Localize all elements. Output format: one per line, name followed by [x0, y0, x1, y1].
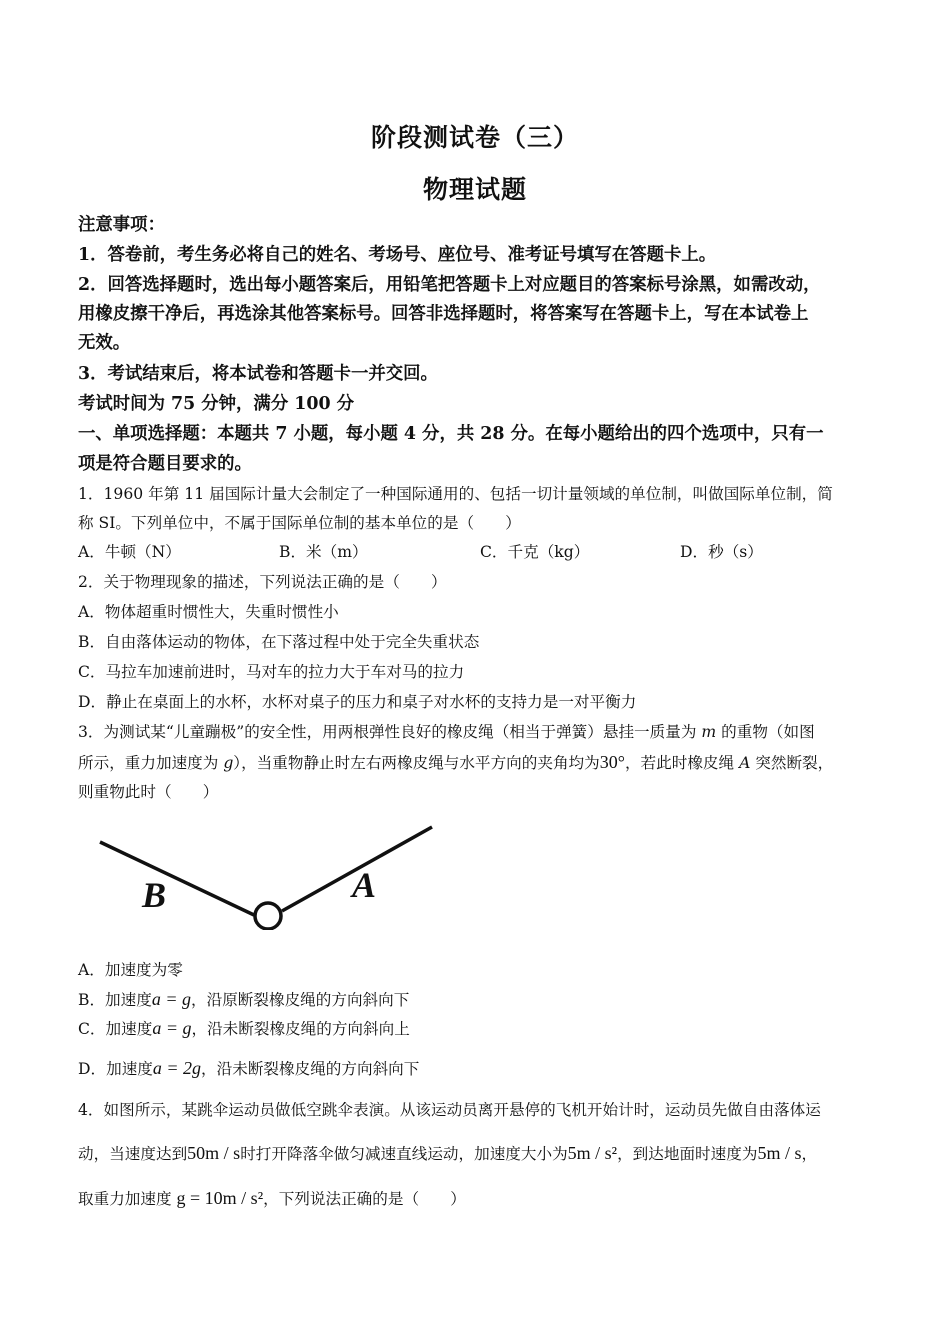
- q3-option-c-formula: a = g: [152, 1018, 192, 1038]
- q3-stem-line-2: 所示，重力加速度为 g），当重物静止时左右两橡皮绳与水平方向的夹角均为30°，若此时橡皮绳 A 突然断裂，: [78, 752, 834, 772]
- speed-5: 5m / s: [757, 1143, 802, 1163]
- note-1: 1．答卷前，考生务必将自己的姓名、考场号、座位号、准考证号填写在答题卡上。: [78, 245, 717, 265]
- notes-heading: 注意事项：: [78, 215, 165, 235]
- exam-time: 考试时间为 75 分钟，满分 100 分: [78, 394, 355, 414]
- q2-option-a: A．物体超重时惯性大，失重时惯性小: [78, 603, 339, 621]
- q2-stem: 2．关于物理现象的描述，下列说法正确的是（ ）: [78, 573, 447, 591]
- rope-b-line: [100, 842, 254, 915]
- q3-option-d: D．加速度a = 2g，沿未断裂橡皮绳的方向斜向下: [78, 1058, 420, 1078]
- section-1-line-2: 项是符合题目要求的。: [78, 454, 252, 474]
- bungee-rope-diagram: [90, 815, 450, 930]
- mass-symbol: m: [701, 723, 717, 741]
- gravity-value: g = 10m / s²: [176, 1188, 264, 1208]
- page-title: 阶段测试卷（三）: [370, 123, 579, 152]
- deceleration-value: 5m / s²: [567, 1143, 618, 1163]
- note-2-line-2: 用橡皮擦干净后，再选涂其他答案标号。回答非选择题时，将答案写在答题卡上，写在本试卷上: [78, 304, 809, 324]
- label-a: A: [352, 865, 377, 905]
- q2-option-d: D．静止在桌面上的水杯，水杯对桌子的压力和桌子对水杯的支持力是一对平衡力: [78, 693, 637, 711]
- q3-option-b-formula: a = g: [151, 989, 191, 1009]
- angle-value: 30°: [599, 752, 625, 772]
- q2-option-c: C．马拉车加速前进时，马对车的拉力大于车对马的拉力: [78, 663, 465, 681]
- q4-stem-line-1: 4．如图所示，某跳伞运动员做低空跳伞表演。从该运动员离开悬停的飞机开始计时，运动员先做自由落体运: [78, 1101, 821, 1119]
- section-1-line-1: 一、单项选择题：本题共 7 小题，每小题 4 分，共 28 分。在每小题给出的四个选项中，只有一: [78, 424, 824, 444]
- q1-option-c: C．千克（kg）: [480, 543, 590, 561]
- note-2-line-3: 无效。: [78, 333, 131, 353]
- q3-stem-line-1: 3．为测试某“儿童蹦极”的安全性，用两根弹性良好的橡皮绳（相当于弹簧）悬挂一质量为 m 的重物（如图: [78, 723, 815, 741]
- note-3: 3．考试结束后，将本试卷和答题卡一并交回。: [78, 364, 438, 384]
- page-subtitle: 物理试题: [422, 175, 527, 204]
- q3-option-d-formula: a = 2g: [152, 1058, 202, 1078]
- speed-50: 50m / s: [187, 1143, 241, 1163]
- q3-option-c: C．加速度a = g，沿未断裂橡皮绳的方向斜向上: [78, 1018, 410, 1038]
- note-2-line-1: 2．回答选择题时，选出每小题答案后，用铅笔把答题卡上对应题目的答案标号涂黑，如需改动，: [78, 275, 821, 295]
- q1-stem-line-2: 称 SI。下列单位中，不属于国际单位制的基本单位的是（ ）: [78, 514, 521, 532]
- q3-option-a: A．加速度为零: [78, 961, 183, 979]
- label-b: B: [142, 875, 167, 915]
- q1-option-d: D．秒（s）: [680, 543, 763, 561]
- q4-stem-line-3: 取重力加速度 g = 10m / s²，下列说法正确的是（ ）: [78, 1188, 466, 1208]
- q2-option-b: B．自由落体运动的物体，在下落过程中处于完全失重状态: [78, 633, 480, 651]
- q1-option-a: A．牛顿（N）: [78, 543, 181, 561]
- q1-stem-line-1: 1．1960 年第 11 届国际计量大会制定了一种国际通用的、包括一切计量领域的单位制，叫做国际单位制，简: [78, 485, 833, 503]
- q4-stem-line-2: 动，当速度达到50m / s时打开降落伞做匀减速直线运动，加速度大小为5m / s²，到达地面时速度为5m / s，: [78, 1143, 818, 1163]
- weight-ball: [255, 903, 281, 929]
- q3-stem-line-3: 则重物此时（ ）: [78, 783, 219, 801]
- q1-option-b: B．米（m）: [279, 543, 368, 561]
- rope-a-symbol: A: [739, 754, 751, 772]
- gravity-symbol: g: [223, 754, 234, 772]
- q3-option-b: B．加速度a = g，沿原断裂橡皮绳的方向斜向下: [78, 989, 410, 1009]
